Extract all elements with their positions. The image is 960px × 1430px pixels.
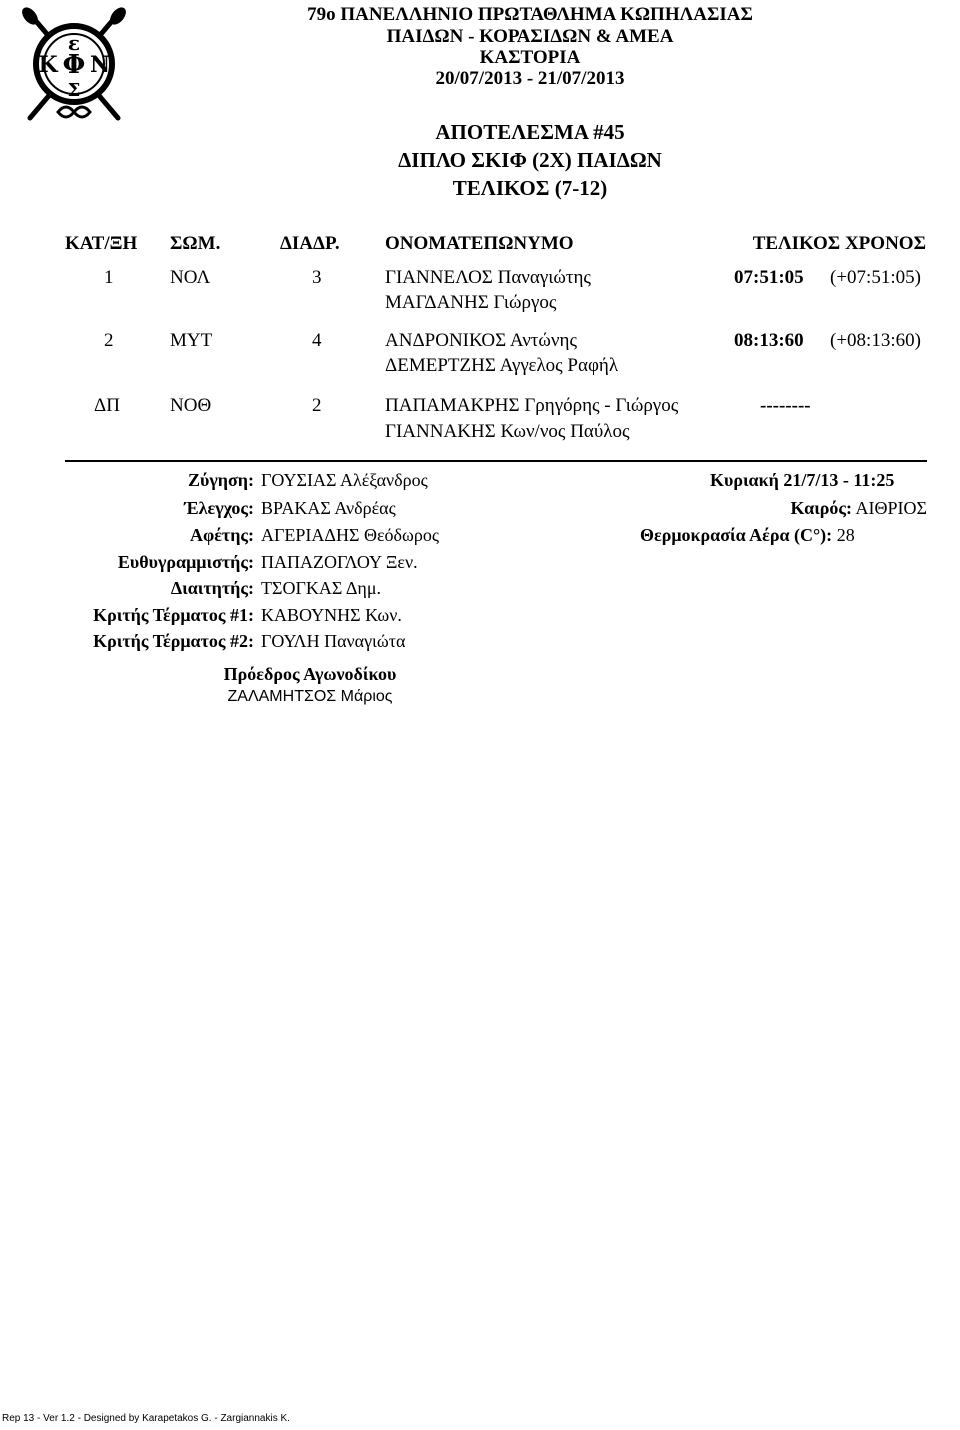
official-label: Ζύγηση:	[188, 470, 254, 490]
row-rank: 1	[104, 267, 114, 288]
report-footer: Rep 13 - Ver 1.2 - Designed by Karapetakos G. - Zargiannakis K.	[2, 1413, 290, 1424]
row-delta: (+08:13:60)	[830, 330, 921, 351]
svg-text:Σ: Σ	[67, 80, 81, 101]
president-name: ΖΑΛΑΜΗΤΣΟΣ Μάριος	[227, 688, 393, 705]
col-club: ΣΩΜ.	[170, 233, 221, 254]
official-label: Έλεγχος:	[184, 498, 254, 518]
col-rank: ΚΑΤ/ΞΗ	[65, 233, 138, 254]
col-time: ΤΕΛΙΚΟΣ ΧΡΟΝΟΣ	[752, 233, 926, 254]
divider	[65, 460, 927, 462]
president-title: Πρόεδρος Αγωνοδίκου	[223, 664, 397, 684]
row-athlete: ΔΕΜΕΡΤΖΗΣ Αγγελος Ραφήλ	[385, 355, 619, 376]
official-value: ΓΟΥΣΙΑΣ Αλέξανδρος	[261, 470, 428, 490]
federation-crest-icon	[18, 6, 130, 128]
row-time: 08:13:60	[734, 330, 804, 351]
row-time: 07:51:05	[734, 267, 804, 288]
event-venue: ΚΑΣΤΟΡΙΑ	[479, 47, 581, 68]
official-label: Αφέτης:	[189, 525, 254, 545]
row-rank: 2	[104, 330, 114, 351]
row-delta: (+07:51:05)	[830, 267, 921, 288]
temperature-label: Θερμοκρασία Αέρα (C°):	[640, 525, 833, 545]
row-athlete: ΑΝΔΡΟΝΙΚΟΣ Αντώνης	[385, 330, 577, 351]
row-club: ΜΥΤ	[170, 330, 213, 351]
race-name: ΤΕΛΙΚΟΣ (7-12)	[452, 176, 608, 200]
row-lane: 3	[312, 267, 322, 288]
col-lane: ΔΙΑΔΡ.	[280, 233, 340, 254]
row-athlete: ΠΑΠΑΜΑΚΡΗΣ Γρηγόρης - Γιώργος	[385, 395, 679, 416]
row-athlete: ΓΙΑΝΝΕΛΟΣ Παναγιώτης	[385, 267, 591, 288]
svg-text:Φ: Φ	[62, 50, 86, 80]
col-name: ΟΝΟΜΑΤΕΠΩΝΥΜΟ	[385, 233, 574, 254]
row-athlete: ΓΙΑΝΝΑΚΗΣ Κων/νος Παύλος	[385, 421, 630, 442]
row-club: ΝΟΛ	[170, 267, 211, 288]
row-rank: ΔΠ	[94, 395, 120, 416]
svg-text:ε: ε	[67, 31, 81, 55]
event-subtitle: ΠΑΙΔΩΝ - ΚΟΡΑΣΙΔΩΝ & ΑΜΕΑ	[386, 26, 674, 47]
official-label: Ευθυγραμμιστής:	[117, 552, 254, 572]
svg-text:Κ: Κ	[38, 52, 58, 78]
official-label: Διαιτητής:	[170, 578, 254, 598]
result-title: ΑΠΟΤΕΛΕΣΜΑ #45	[435, 120, 625, 144]
row-club: ΝΟΘ	[170, 395, 212, 416]
weather	[790, 496, 927, 520]
official-value: ΤΣΟΓΚΑΣ Δημ.	[261, 578, 381, 598]
official-value: ΓΟΥΛΗ Παναγιώτα	[261, 631, 406, 651]
race-datetime: Κυριακή 21/7/13 - 11:25	[710, 470, 895, 490]
event-dates: 20/07/2013 - 21/07/2013	[435, 68, 625, 89]
row-time: --------	[760, 395, 811, 416]
official-label: Κριτής Τέρματος #1:	[93, 605, 254, 625]
official-value: ΠΑΠΑΖΟΓΛΟΥ Ξεν.	[261, 552, 418, 572]
official-value: ΑΓΕΡΙΑΔΗΣ Θεόδωρος	[261, 525, 439, 545]
official-value: ΚΑΒΟΥΝΗΣ Κων.	[261, 605, 402, 625]
row-athlete: ΜΑΓΔΑΝΗΣ Γιώργος	[385, 292, 557, 313]
event-title: 79ο ΠΑΝΕΛΛΗΝΙΟ ΠΡΩΤΑΘΛΗΜΑ ΚΩΠΗΛΑΣΙΑΣ	[307, 4, 753, 25]
temperature-value: 28	[836, 525, 855, 545]
svg-text:Ν: Ν	[89, 52, 111, 78]
row-lane: 2	[312, 395, 322, 416]
boat-class: ΔΙΠΛΟ ΣΚΙΦ (2Χ) ΠΑΙΔΩΝ	[398, 148, 662, 172]
row-lane: 4	[312, 330, 322, 351]
weather-label: Καιρός:	[790, 498, 852, 518]
weather-value: ΑΙΘΡΙΟΣ	[855, 498, 927, 518]
official-label: Κριτής Τέρματος #2:	[93, 631, 254, 651]
temperature	[640, 523, 855, 547]
official-value: ΒΡΑΚΑΣ Ανδρέας	[261, 498, 396, 518]
